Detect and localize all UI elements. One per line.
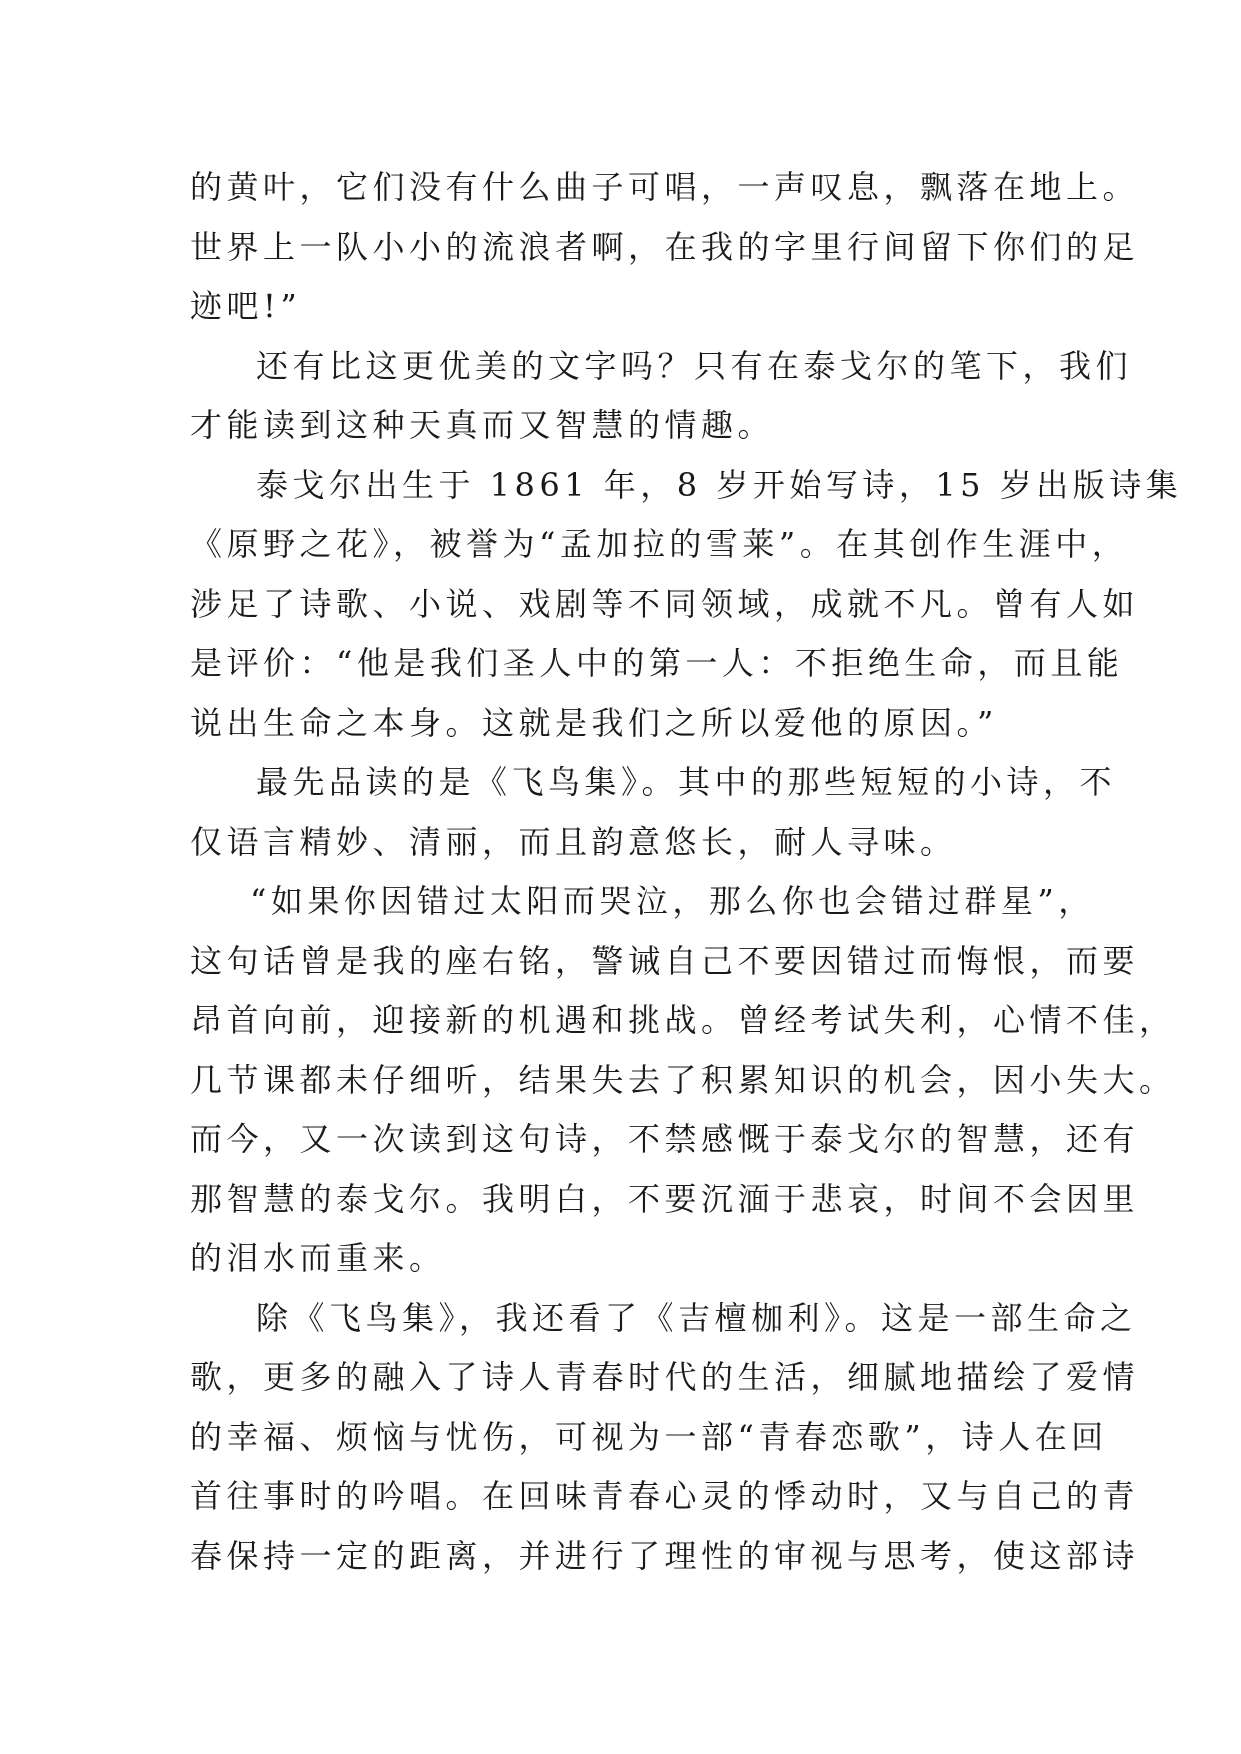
- text-line: 歌，更多的融入了诗人青春时代的生活，细腻地描绘了爱情: [190, 1358, 1140, 1396]
- text-line: 是评价：“他是我们圣人中的第一人：不拒绝生命，而且能: [190, 644, 1124, 682]
- text-line: 《原野之花》，被誉为“孟加拉的雪莱”。在其创作生涯中，: [190, 525, 1129, 563]
- text-line: 说出生命之本身。这就是我们之所以爱他的原因。”: [190, 703, 998, 742]
- text-line: 春保持一定的距离，并进行了理性的审视与思考，使这部诗: [190, 1536, 1140, 1575]
- paragraph-start-line: 除《飞鸟集》，我还看了《吉檀枷利》。这是一部生命之: [256, 1298, 1137, 1337]
- paragraph-start-line: 最先品读的是《飞鸟集》。其中的那些短短的小诗，不: [256, 763, 1117, 801]
- paragraph-start-line: 泰戈尔出生于 1861 年，8 岁开始写诗，15 岁出版诗集: [256, 465, 1183, 504]
- paragraph-start-line: “如果你因错过太阳而哭泣，那么你也会错过群星”，: [250, 882, 1095, 920]
- text-line: 那智慧的泰戈尔。我明白，不要沉湎于悲哀，时间不会因里: [190, 1179, 1140, 1218]
- text-line: 几节课都未仔细听，结果失去了积累知识的机会，因小失大。: [190, 1060, 1176, 1099]
- text-line: 的幸福、烦恼与忧伤，可视为一部“青春恋歌”，诗人在回: [190, 1417, 1108, 1456]
- text-line: 仅语言精妙、清丽，而且韵意悠长，耐人寻味。: [190, 822, 957, 861]
- text-line: 昂首向前，迎接新的机遇和挑战。曾经考试失利，心情不佳，: [190, 1001, 1176, 1039]
- body-text: [190, 158, 1183, 1586]
- text-line: 这句话曾是我的座右铭，警诫自己不要因错过而悔恨，而要: [190, 941, 1140, 980]
- paragraph-start-line: 还有比这更优美的文字吗？只有在泰戈尔的笔下，我们: [256, 346, 1133, 385]
- text-line: 首往事时的吟唱。在回味青春心灵的悸动时，又与自己的青: [190, 1477, 1140, 1515]
- text-line: 才能读到这种天真而又智慧的情趣。: [190, 406, 775, 444]
- text-line: 而今，又一次读到这句诗，不禁感慨于泰戈尔的智慧，还有: [190, 1120, 1140, 1158]
- text-line: 迹吧!”: [190, 287, 302, 325]
- text-line: 涉足了诗歌、小说、戏剧等不同领域，成就不凡。曾有人如: [190, 584, 1140, 623]
- text-line: 的泪水而重来。: [190, 1239, 446, 1277]
- text-line: 世界上一队小小的流浪者啊，在我的字里行间留下你们的足: [190, 227, 1140, 266]
- text-line: 的黄叶，它们没有什么曲子可唱，一声叹息，飘落在地上。: [190, 168, 1140, 206]
